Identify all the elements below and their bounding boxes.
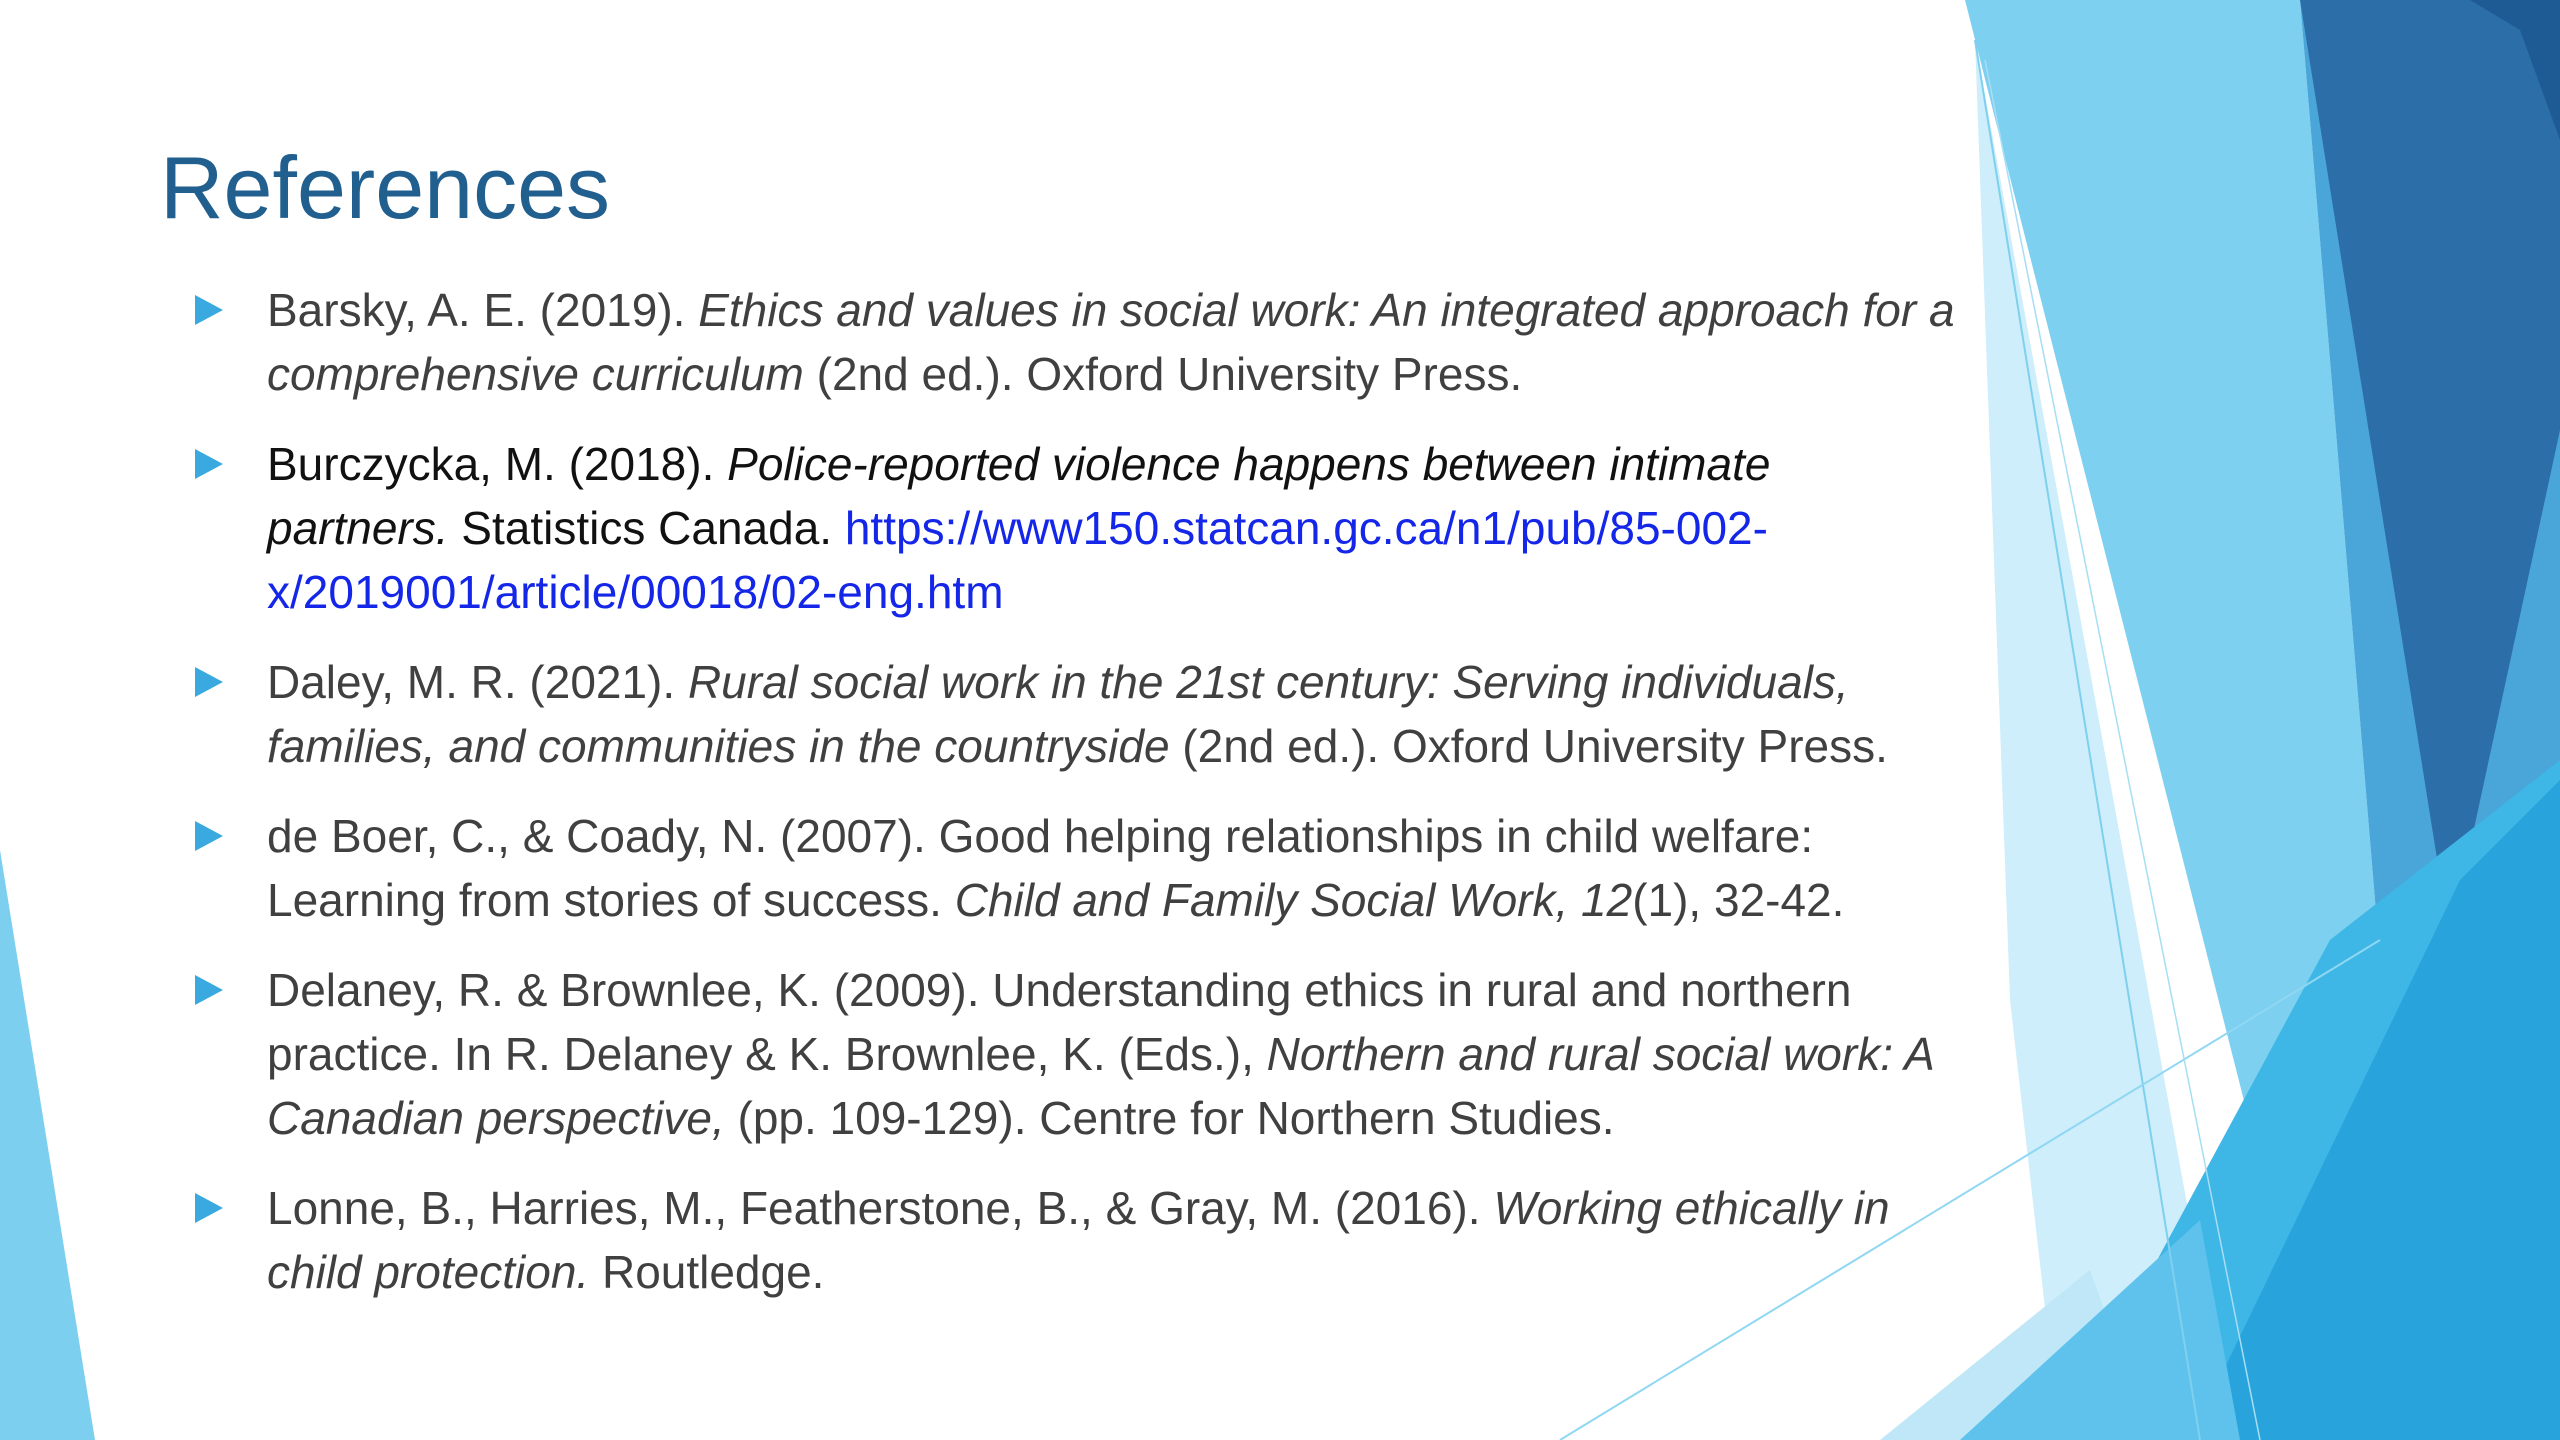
reference-author: Lonne, B., Harries, M., Featherstone, B., & Gray, M. (2016). bbox=[267, 1182, 1494, 1234]
reference-link[interactable]: https://www150.statcan.gc.ca/n1/pub/85-002-x/2019001/article/00018/02-eng.htm bbox=[267, 502, 1768, 618]
reference-author: Barsky, A. E. (2019). bbox=[267, 284, 699, 336]
reference-rest: (pp. 109-129). Centre for Northern Studies. bbox=[724, 1092, 1615, 1144]
reference-title: Northern and rural social work: A Canadian perspective, bbox=[267, 1028, 1934, 1144]
reference-title: Child and Family Social Work, 12 bbox=[954, 874, 1633, 926]
reference-title: Rural social work in the 21st century: Serving individuals, families, and communities in the countryside bbox=[267, 656, 1849, 772]
reference-rest: (1), 32-42. bbox=[1632, 874, 1845, 926]
reference-rest: Statistics Canada. bbox=[448, 502, 845, 554]
reference-item-daley bbox=[195, 650, 1955, 778]
triangle-bullet-icon bbox=[195, 975, 223, 1005]
reference-rest: Routledge. bbox=[589, 1246, 825, 1298]
triangle-bullet-icon bbox=[195, 1193, 223, 1223]
reference-rest: (2nd ed.). Oxford University Press. bbox=[803, 348, 1523, 400]
page-title: References bbox=[160, 138, 611, 237]
reference-rest: (2nd ed.). Oxford University Press. bbox=[1169, 720, 1888, 772]
reference-author: de Boer, C., & Coady, N. (2007). Good helping relationships in child welfare: Learning from stories of success. bbox=[267, 810, 1814, 926]
reference-item-lonne bbox=[195, 1176, 1955, 1304]
left-accent-shape bbox=[0, 850, 95, 1440]
triangle-bullet-icon bbox=[195, 821, 223, 851]
triangle-bullet-icon bbox=[195, 667, 223, 697]
reference-item-delaney bbox=[195, 958, 1955, 1150]
reference-title: Ethics and values in social work: An integrated approach for a comprehensive curriculum bbox=[267, 284, 1955, 400]
reference-author: Daley, M. R. (2021). bbox=[267, 656, 688, 708]
reference-item-deboer bbox=[195, 804, 1955, 932]
reference-title: Police-reported violence happens between intimate partners. bbox=[267, 438, 1771, 554]
reference-list bbox=[195, 278, 1955, 1330]
reference-title: Working ethically in child protection. bbox=[267, 1182, 1890, 1298]
triangle-bullet-icon bbox=[195, 449, 223, 479]
reference-item-barsky bbox=[195, 278, 1955, 406]
reference-author: Delaney, R. & Brownlee, K. (2009). Understanding ethics in rural and northern practice. In R. Delaney & K. Brownlee, K. (Eds.), bbox=[267, 964, 1852, 1080]
reference-item-burczycka bbox=[195, 432, 1955, 624]
triangle-bullet-icon bbox=[195, 295, 223, 325]
reference-author: Burczycka, M. (2018). bbox=[267, 438, 728, 490]
